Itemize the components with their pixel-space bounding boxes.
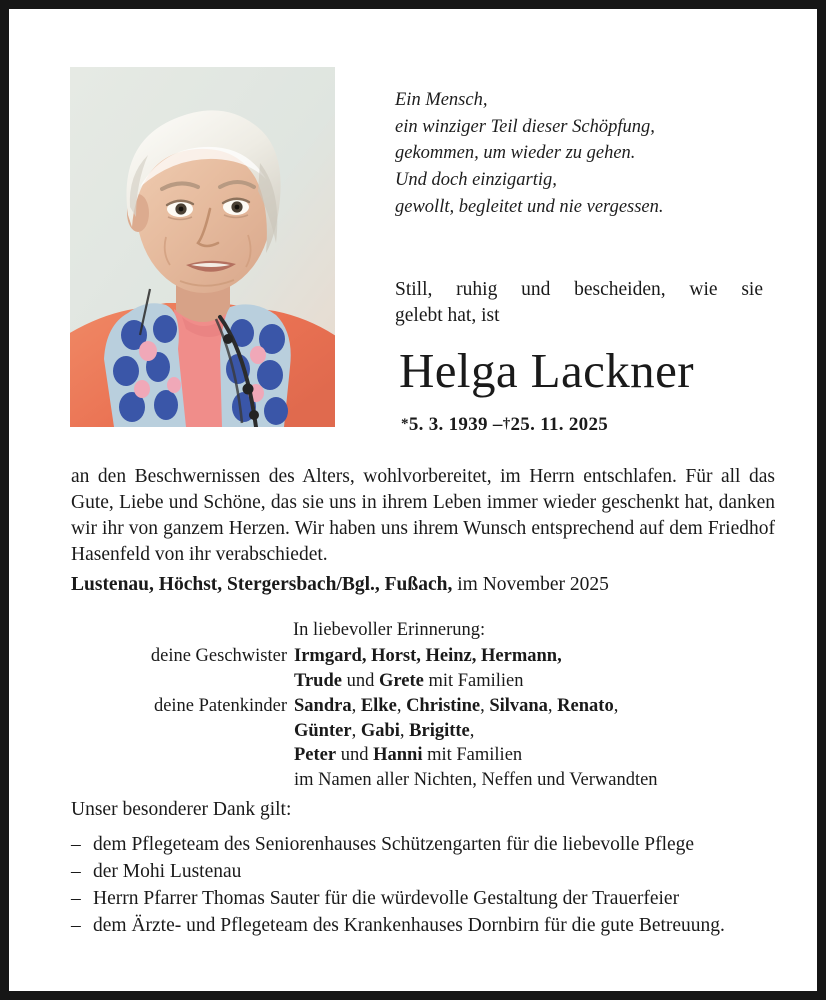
list-dash: – <box>71 914 81 936</box>
memory-row <box>71 768 775 793</box>
poem-line-5: gewollt, begleitet und nie vergessen. <box>395 196 664 217</box>
thanks-item-text: Herrn Pfarrer Thomas Sauter für die würdevolle Gestaltung der Trauerfeier <box>93 887 680 909</box>
memory-names: Günter, Gabi, Brigitte, <box>294 720 475 741</box>
places-line <box>71 572 775 597</box>
memory-block <box>71 618 775 793</box>
poem-line-4: Und doch einzigartig, <box>395 169 557 190</box>
deceased-name: Helga Lackner <box>399 343 694 398</box>
thanks-item-text: der Mohi Lustenau <box>93 860 242 882</box>
obituary-body: an den Beschwernissen des Alters, wohlvorbereitet, im Herrn entschlafen. Für all das Gute, Liebe und Schöne, das sie uns in ihrem Leben immer wieder geschenkt hat, danken wir ihr von ganzem Herzen. Wir haben uns ihrem Wunsch entsprechend auf dem Friedhof Hasenfeld von ihr verabschiedet. <box>71 466 775 566</box>
thanks-item <box>71 832 777 858</box>
thanks-item-text: dem Pflegeteam des Seniorenhauses Schützengarten für die liebevolle Pflege <box>93 833 695 855</box>
thanks-heading: Unser besonderer Dank gilt: <box>71 799 292 820</box>
memory-row <box>71 694 775 719</box>
list-dash: – <box>71 833 81 855</box>
portrait-photo <box>70 67 335 427</box>
memory-row <box>71 719 775 744</box>
memory-label: deine Geschwister <box>150 645 287 666</box>
memory-names: Sandra, Elke, Christine, Silvana, Renato, <box>294 695 619 716</box>
memory-label: deine Patenkinder <box>153 695 287 716</box>
portrait-illustration <box>70 67 335 427</box>
poem-block <box>395 87 785 220</box>
date-separator: – <box>492 414 503 435</box>
top-section <box>9 9 817 439</box>
death-date: 25. 11. 2025 <box>510 414 609 435</box>
poem-line-2: ein winziger Teil dieser Schöpfung, <box>395 116 655 137</box>
intro-text <box>395 277 763 328</box>
poem-line-3: gekommen, um wieder zu gehen. <box>395 143 636 164</box>
places-list: Lustenau, Höchst, Stergersbach/Bgl., Fußach, <box>71 574 453 595</box>
thanks-item <box>71 859 777 885</box>
thanks-item <box>71 886 777 912</box>
death-symbol: † <box>502 416 511 432</box>
memory-names: Peter und Hanni mit Familien <box>294 745 523 766</box>
memory-heading: In liebevoller Erinnerung: <box>293 620 486 640</box>
intro-line-1: Still, ruhig und bescheiden, wie sie <box>395 279 763 300</box>
memory-row <box>71 644 775 669</box>
memory-row <box>71 743 775 768</box>
thanks-item-text: dem Ärzte- und Pflegeteam des Krankenhauses Dornbirn für die gute Betreuung. <box>93 914 725 936</box>
birth-date: 5. 3. 1939 <box>408 414 488 435</box>
poem-line-1: Ein Mensch, <box>395 90 488 110</box>
birth-symbol: * <box>401 416 409 432</box>
memory-names: Trude und Grete mit Familien <box>294 670 524 691</box>
list-dash: – <box>71 860 81 882</box>
memory-names: Irmgard, Horst, Heinz, Hermann, <box>294 645 562 666</box>
thanks-block <box>71 797 777 940</box>
notice-inner <box>9 9 817 991</box>
life-dates <box>401 414 608 436</box>
memory-names: im Namen aller Nichten, Neffen und Verwandten <box>294 770 658 791</box>
thanks-item <box>71 913 777 939</box>
intro-line-2: gelebt hat, ist <box>395 304 500 326</box>
list-dash: – <box>71 887 81 909</box>
notice-month: im November 2025 <box>457 574 609 595</box>
memory-row <box>71 669 775 694</box>
